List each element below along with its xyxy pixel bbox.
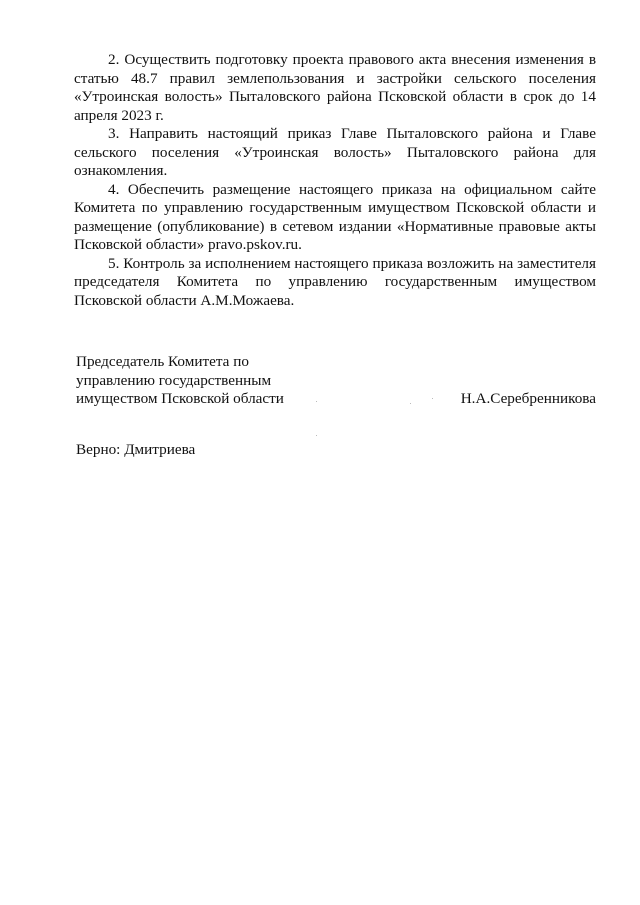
signatory-title-line-2: управлению государственным	[76, 371, 272, 389]
verification-note: Верно: Дмитриева	[76, 441, 196, 458]
scan-speck	[410, 403, 411, 404]
scan-speck	[316, 401, 317, 402]
paragraph-item-5: 5. Контроль за исполнением настоящего приказа возложить на заместителя председателя Комитета по управлению государственным имуществом Псковской области А.М.Можаева.	[74, 254, 596, 309]
document-body	[74, 51, 596, 310]
signature-block	[76, 353, 596, 409]
signatory-title-line-3: имуществом Псковской области	[76, 390, 284, 407]
paragraph-item-4: 4. Обеспечить размещение настоящего приказа на официальном сайте Комитета по управлению государственным имуществом Псковской области и размещение (опубликование) в сетевом издании «Нормативные правовые акты Псковской области» pravo.pskov.ru.	[74, 180, 596, 253]
scan-speck	[316, 435, 317, 436]
signatory-name: Н.А.Серебренникова	[460, 390, 596, 407]
signatory-title-line-1: Председатель Комитета по	[76, 353, 249, 370]
scan-speck	[432, 398, 433, 399]
paragraph-item-3: 3. Направить настоящий приказ Главе Пыталовского района и Главе сельского поселения «Утроинская волость» Пыталовского района для ознакомления.	[74, 125, 596, 179]
paragraph-item-2: 2. Осуществить подготовку проекта правового акта внесения изменения в статью 48.7 правил землепользования и застройки сельского поселения «Утроинская волость» Пыталовского района Псковской области в срок до 14 апреля 2023 г.	[74, 51, 596, 124]
signatory-title	[76, 353, 336, 409]
